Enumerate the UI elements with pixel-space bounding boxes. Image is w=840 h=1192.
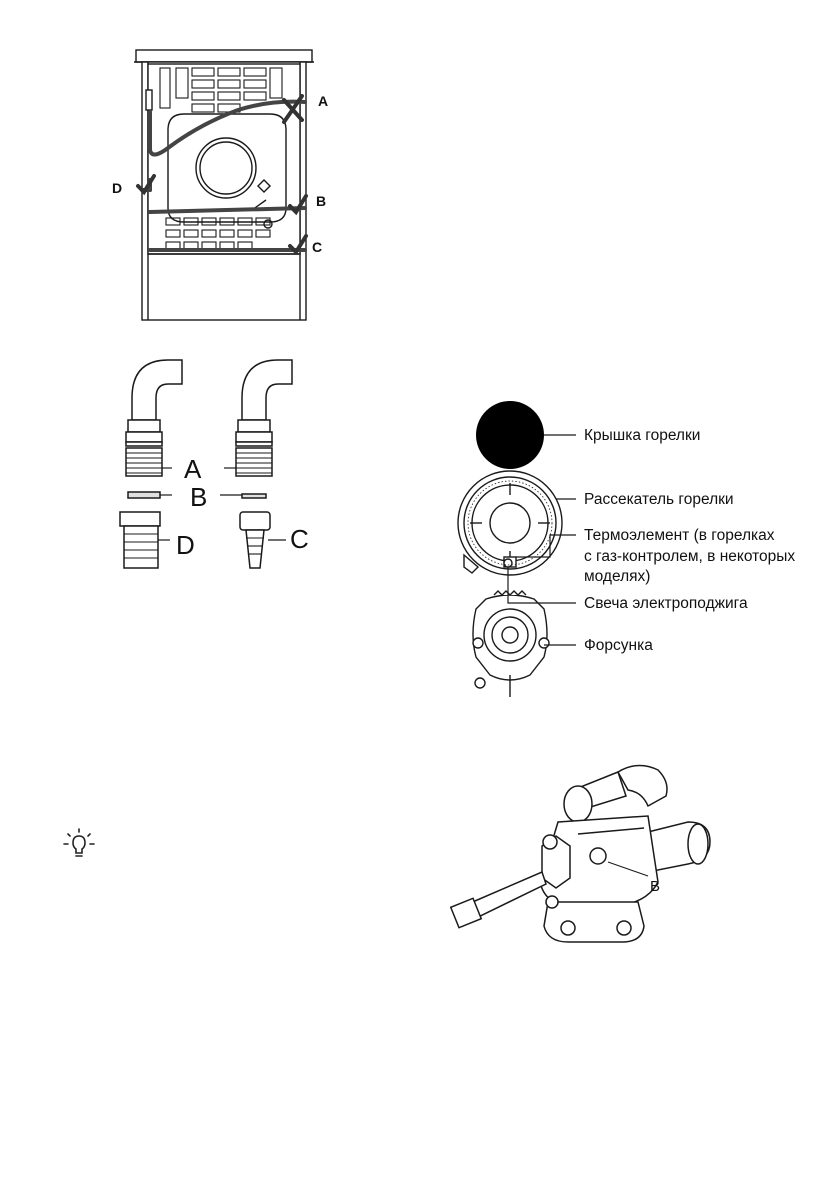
connector-label-c: C [290, 524, 309, 554]
burner-figure [450, 395, 820, 700]
callout-thermocouple-line2: с газ-контролем, в некоторых [584, 548, 796, 565]
connector-label-a: A [184, 454, 202, 484]
lightbulb-icon [62, 828, 96, 862]
callout-thermocouple-line1: Термоэлемент (в горелках [584, 527, 775, 544]
callout-burner-spreader: Рассекатель горелки [584, 491, 734, 508]
connectors-figure [110, 350, 340, 580]
callout-burner-cap: Крышка горелки [584, 427, 701, 444]
route-label-b: B [316, 193, 327, 209]
connector-label-d: D [176, 530, 195, 560]
gas-valve-figure [448, 752, 728, 952]
route-label-d: D [112, 180, 123, 196]
route-label-c: C [312, 239, 323, 255]
route-label-a: A [318, 93, 329, 109]
callout-ignition-plug: Свеча электроподжига [584, 595, 748, 612]
connector-label-b: B [190, 482, 208, 512]
callout-injector: Форсунка [584, 637, 653, 654]
stove-back-figure [112, 40, 360, 330]
callout-thermocouple-line3: моделях) [584, 568, 651, 585]
valve-label-b: B [650, 878, 661, 895]
